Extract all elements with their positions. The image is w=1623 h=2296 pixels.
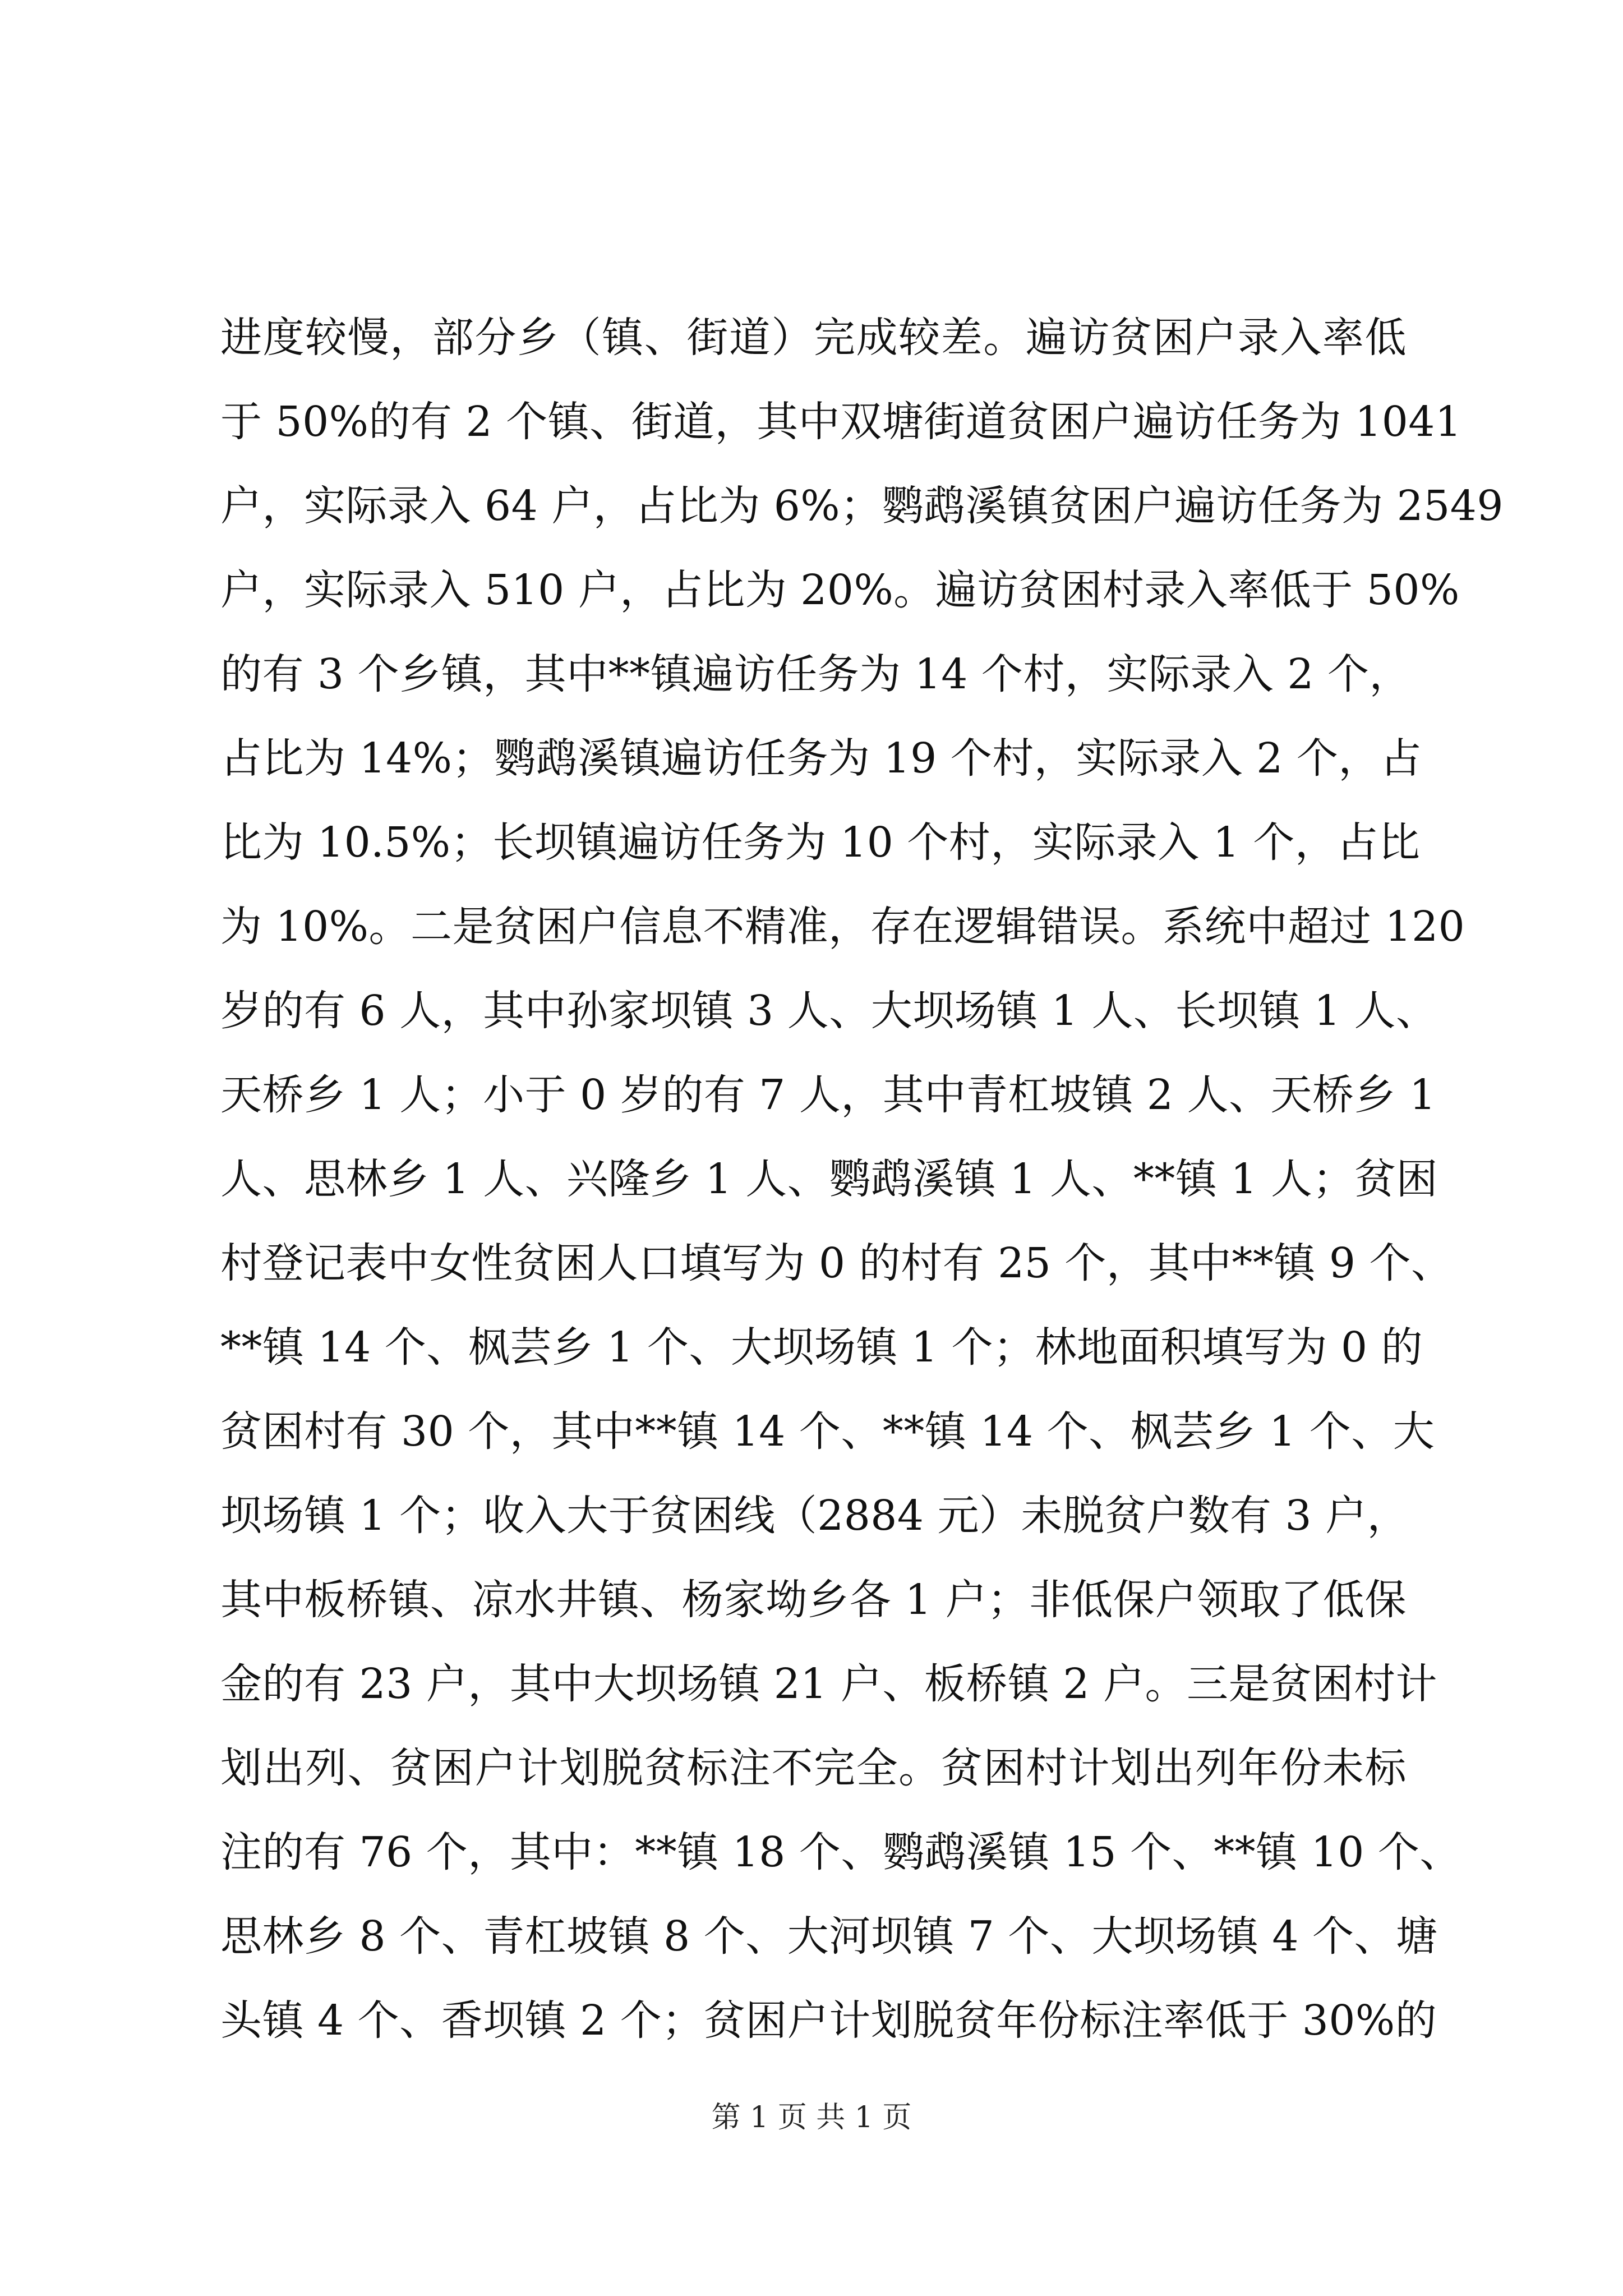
text-line: 金的有 23 户，其中大坝场镇 21 户、板桥镇 2 户。三是贫困村计 bbox=[220, 1660, 1438, 1708]
text-line: 户，实际录入 510 户，占比为 20%。遍访贫困村录入率低于 50% bbox=[220, 566, 1460, 614]
text-line: 户，实际录入 64 户，占比为 6%；鹦鹉溪镇贫困户遍访任务为 2549 bbox=[220, 482, 1504, 530]
text-line: 占比为 14%；鹦鹉溪镇遍访任务为 19 个村，实际录入 2 个，占 bbox=[220, 734, 1422, 783]
text-line: 于 50%的有 2 个镇、街道，其中双塘街道贫困户遍访任务为 1041 bbox=[220, 398, 1462, 446]
text-line: 划出列、贫困户计划脱贫标注不完全。贫困村计划出列年份未标 bbox=[220, 1744, 1407, 1792]
text-line: 比为 10.5%；长坝镇遍访任务为 10 个村，实际录入 1 个，占比 bbox=[220, 818, 1421, 867]
body-text bbox=[220, 306, 1504, 2073]
text-line: 人、思林乡 1 人、兴隆乡 1 人、鹦鹉溪镇 1 人、**镇 1 人；贫困 bbox=[220, 1155, 1438, 1203]
text-line: 为 10%。二是贫困户信息不精准，存在逻辑错误。系统中超过 120 bbox=[220, 903, 1465, 951]
text-line: 村登记表中女性贫困人口填写为 0 的村有 25 个，其中**镇 9 个、 bbox=[220, 1239, 1453, 1287]
text-line: **镇 14 个、枫芸乡 1 个、大坝场镇 1 个；林地面积填写为 0 的 bbox=[220, 1323, 1423, 1372]
text-line: 头镇 4 个、香坝镇 2 个；贫困户计划脱贫年份标注率低于 30%的 bbox=[220, 1996, 1437, 2045]
text-line: 的有 3 个乡镇，其中**镇遍访任务为 14 个村，实际录入 2 个， bbox=[220, 650, 1411, 698]
text-line: 思林乡 8 个、青杠坡镇 8 个、大河坝镇 7 个、大坝场镇 4 个、塘 bbox=[220, 1912, 1438, 1961]
text-line: 岁的有 6 人，其中孙家坝镇 3 人、大坝场镇 1 人、长坝镇 1 人、 bbox=[220, 987, 1438, 1035]
text-line: 坝场镇 1 个；收入大于贫困线（2884 元）未脱贫户数有 3 户， bbox=[220, 1492, 1409, 1540]
text-line: 贫困村有 30 个，其中**镇 14 个、**镇 14 个、枫芸乡 1 个、大 bbox=[220, 1407, 1435, 1456]
text-line: 注的有 76 个，其中：**镇 18 个、鹦鹉溪镇 15 个、**镇 10 个、 bbox=[220, 1828, 1461, 1876]
text-line: 其中板桥镇、凉水井镇、杨家坳乡各 1 户；非低保户领取了低保 bbox=[220, 1576, 1407, 1624]
text-line: 天桥乡 1 人；小于 0 岁的有 7 人，其中青杠坡镇 2 人、天桥乡 1 bbox=[220, 1071, 1436, 1119]
text-line: 进度较慢，部分乡（镇、街道）完成较差。遍访贫困户录入率低 bbox=[220, 314, 1407, 362]
page-footer: 第 1 页 共 1 页 bbox=[711, 2101, 912, 2134]
